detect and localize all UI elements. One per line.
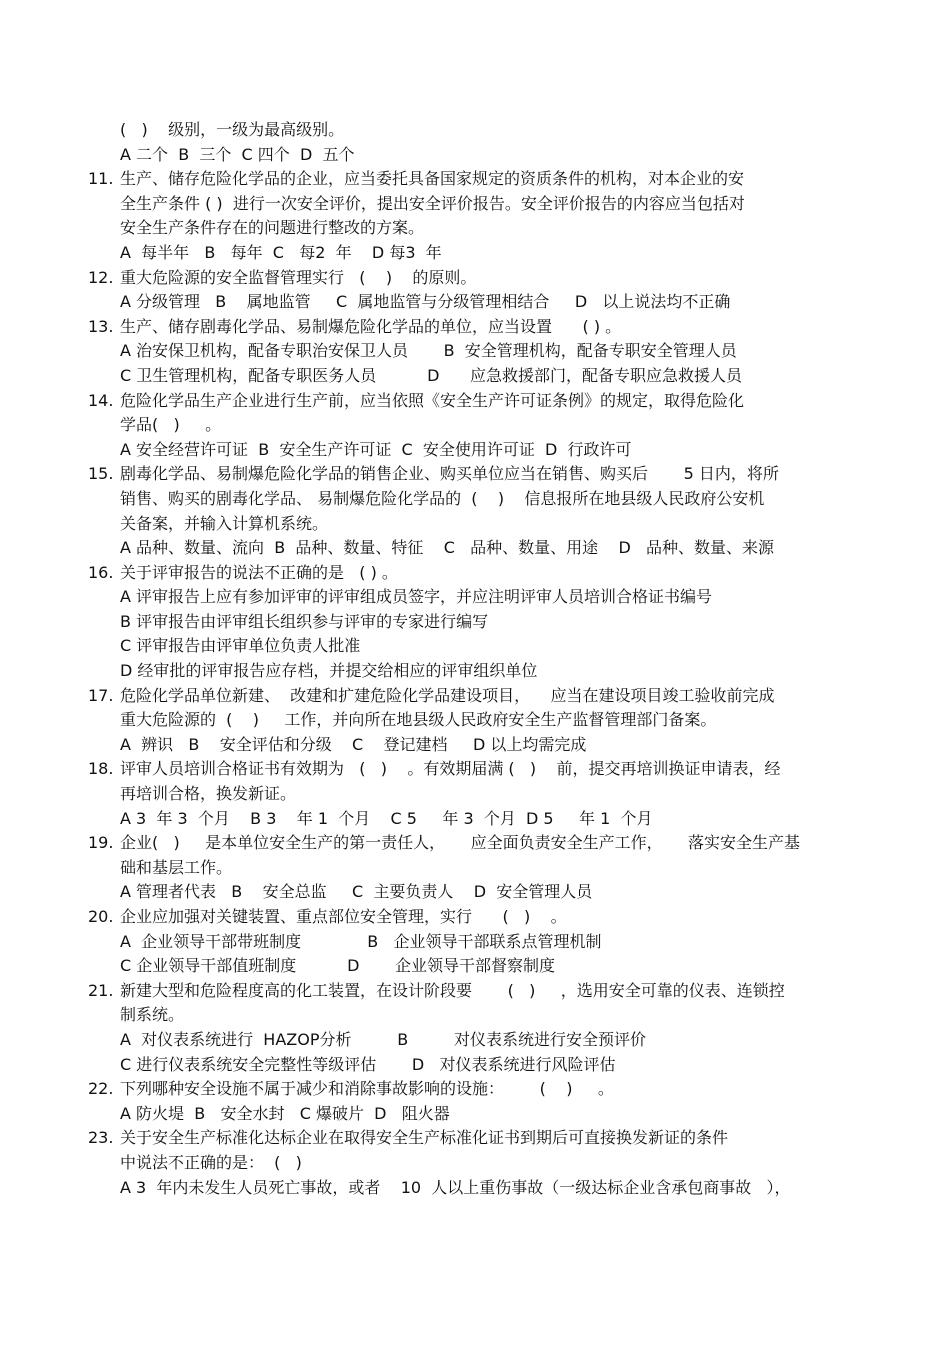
line-text: 重大危险源的 ( ) 工作，并向所在地县级人民政府安全生产监督管理部门备案。: [120, 710, 717, 730]
line-text: A 分级管理 B 属地监管 C 属地监管与分级管理相结合 D 以上说法均不正确: [120, 292, 731, 312]
text-line: [0, 1053, 950, 1078]
line-text: 生产、储存危险化学品的企业，应当委托具备国家规定的资质条件的机构，对本企业的安: [120, 169, 745, 189]
question-number: 13.: [88, 316, 114, 336]
line-text: A 评审报告上应有参加评审的评审组成员签字，并应注明评审人员培训合格证书编号: [120, 587, 713, 607]
text-line: [0, 512, 950, 537]
question-number: 19.: [88, 833, 114, 853]
text-line: [0, 930, 950, 955]
line-text: 评审人员培训合格证书有效期为 ( ) 。有效期届满 ( ) 前，提交再培训换证申请表，经: [120, 759, 781, 779]
line-text: 关于评审报告的说法不正确的是 ( ) 。: [120, 562, 398, 582]
text-line: [0, 536, 950, 561]
text-line: [0, 364, 950, 389]
question-line: [0, 979, 950, 1004]
question-line: [0, 389, 950, 414]
line-text: D 经审批的评审报告应存档，并提交给相应的评审组织单位: [120, 661, 538, 681]
line-text: A 3 年内未发生人员死亡事故，或者 10 人以上重伤事故（一级达标企业含承包商事故 ），: [120, 1177, 791, 1197]
line-text: A 对仪表系统进行 HAZOP分析 B 对仪表系统进行安全预评价: [120, 1029, 646, 1049]
line-text: A 防火堤 B 安全水封 C 爆破片 D 阻火器: [120, 1103, 450, 1123]
question-number: 20.: [88, 907, 114, 926]
line-text: 剧毒化学品、易制爆危险化学品的销售企业、购买单位应当在销售、购买后 5 日内，将所: [120, 464, 779, 484]
question-line: [0, 315, 950, 340]
line-text: 生产、储存剧毒化学品、易制爆危险化学品的单位，应当设置 ( ) 。: [120, 316, 622, 336]
question-number: 14.: [88, 390, 114, 410]
text-line: [0, 610, 950, 635]
text-line: [0, 1003, 950, 1028]
line-text: 危险化学品单位新建、 改建和扩建危险化学品建设项目， 应当在建设项目竣工验收前完成: [120, 685, 775, 705]
text-line: [0, 1176, 950, 1201]
line-text: 企业应加强对关键装置、重点部位安全管理，实行 ( ) 。: [120, 907, 567, 926]
question-number: 21.: [88, 980, 114, 1000]
line-text: A 二个 B 三个 C 四个 D 五个: [120, 144, 355, 164]
line-text: A 每半年 B 每年 C 每2 年 D 每3 年: [120, 242, 442, 262]
text-line: [0, 1102, 950, 1127]
question-number: 23.: [88, 1128, 114, 1148]
question-line: [0, 1077, 950, 1102]
text-line: [0, 659, 950, 684]
line-text: 安全生产条件存在的问题进行整改的方案。: [120, 218, 425, 238]
question-line: [0, 757, 950, 782]
text-line: [0, 585, 950, 610]
line-text: 础和基层工作。: [120, 857, 233, 877]
question-line: [0, 462, 950, 487]
text-line: [0, 118, 950, 143]
line-text: 中说法不正确的是： ( ): [120, 1152, 302, 1172]
question-line: [0, 167, 950, 192]
line-text: ( ) 级别，一级为最高级别。: [120, 120, 345, 139]
line-text: 下列哪种安全设施不属于减少和消除事故影响的设施： ( ) 。: [120, 1079, 614, 1099]
text-line: [0, 782, 950, 807]
question-number: 16.: [88, 562, 114, 582]
line-text: 学品( ) 。: [120, 415, 222, 435]
line-text: 关备案，并输入计算机系统。: [120, 513, 329, 533]
line-text: 关于安全生产标准化达标企业在取得安全生产标准化证书到期后可直接换发新证的条件: [120, 1128, 729, 1148]
line-text: C 评审报告由评审单位负责人批准: [120, 636, 361, 656]
line-text: 再培训合格，换发新证。: [120, 784, 297, 804]
text-line: [0, 216, 950, 241]
text-line: [0, 634, 950, 659]
question-number: 11.: [88, 169, 114, 189]
question-number: 15.: [88, 464, 114, 484]
line-text: 全生产条件 ( ) 进行一次安全评价，提出安全评价报告。安全评价报告的内容应当包括对: [120, 193, 745, 213]
line-text: C 进行仪表系统安全完整性等级评估 D 对仪表系统进行风险评估: [120, 1054, 616, 1074]
line-text: A 企业领导干部带班制度 B 企业领导干部联系点管理机制: [120, 931, 602, 951]
text-line: [0, 807, 950, 832]
line-text: A 品种、数量、流向 B 品种、数量、特征 C 品种、数量、用途 D 品种、数量、来源: [120, 538, 775, 558]
line-text: A 管理者代表 B 安全总监 C 主要负责人 D 安全管理人员: [120, 882, 593, 902]
text-line: [0, 438, 950, 463]
line-text: 制系统。: [120, 1005, 185, 1025]
question-line: [0, 561, 950, 586]
text-line: [0, 708, 950, 733]
line-text: 销售、购买的剧毒化学品、 易制爆危险化学品的 ( ) 信息报所在地县级人民政府公安机: [120, 488, 765, 508]
text-line: [0, 856, 950, 881]
text-line: [0, 1028, 950, 1053]
line-text: 重大危险源的安全监督管理实行 ( ) 的原则。: [120, 267, 477, 287]
text-line: [0, 143, 950, 168]
line-text: C 卫生管理机构，配备专职医务人员 D 应急救援部门，配备专职应急救援人员: [120, 365, 742, 385]
line-text: C 企业领导干部值班制度 D 企业领导干部督察制度: [120, 956, 556, 976]
line-text: A 3 年 3 个月 B 3 年 1 个月 C 5 年 3 个月 D 5 年 1 个月: [120, 808, 653, 828]
text-line: [0, 413, 950, 438]
text-line: [0, 339, 950, 364]
text-line: [0, 487, 950, 512]
text-line: [0, 1151, 950, 1176]
question-line: [0, 905, 950, 930]
line-text: A 安全经营许可证 B 安全生产许可证 C 安全使用许可证 D 行政许可: [120, 439, 632, 459]
question-line: [0, 266, 950, 291]
line-text: A 治安保卫机构，配备专职治安保卫人员 B 安全管理机构，配备专职安全管理人员: [120, 341, 737, 361]
text-line: [0, 954, 950, 979]
question-line: [0, 831, 950, 856]
line-text: A 辨识 B 安全评估和分级 C 登记建档 D 以上均需完成: [120, 734, 587, 754]
question-number: 18.: [88, 759, 114, 779]
question-number: 22.: [88, 1079, 114, 1099]
line-text: B 评审报告由评审组长组织参与评审的专家进行编写: [120, 611, 489, 631]
text-line: [0, 880, 950, 905]
question-line: [0, 1126, 950, 1151]
text-line: [0, 290, 950, 315]
text-line: [0, 192, 950, 217]
line-text: 企业( ) 是本单位安全生产的第一责任人， 应全面负责安全生产工作， 落实安全生产基: [120, 833, 801, 853]
line-text: 新建大型和危险程度高的化工装置，在设计阶段要 ( ) ，选用安全可靠的仪表、连锁控: [120, 980, 785, 1000]
question-number: 17.: [88, 685, 114, 705]
question-line: [0, 684, 950, 709]
line-text: 危险化学品生产企业进行生产前，应当依照《安全生产许可证条例》的规定，取得危险化: [120, 390, 745, 410]
question-number: 12.: [88, 267, 114, 287]
text-line: [0, 241, 950, 266]
text-line: [0, 733, 950, 758]
